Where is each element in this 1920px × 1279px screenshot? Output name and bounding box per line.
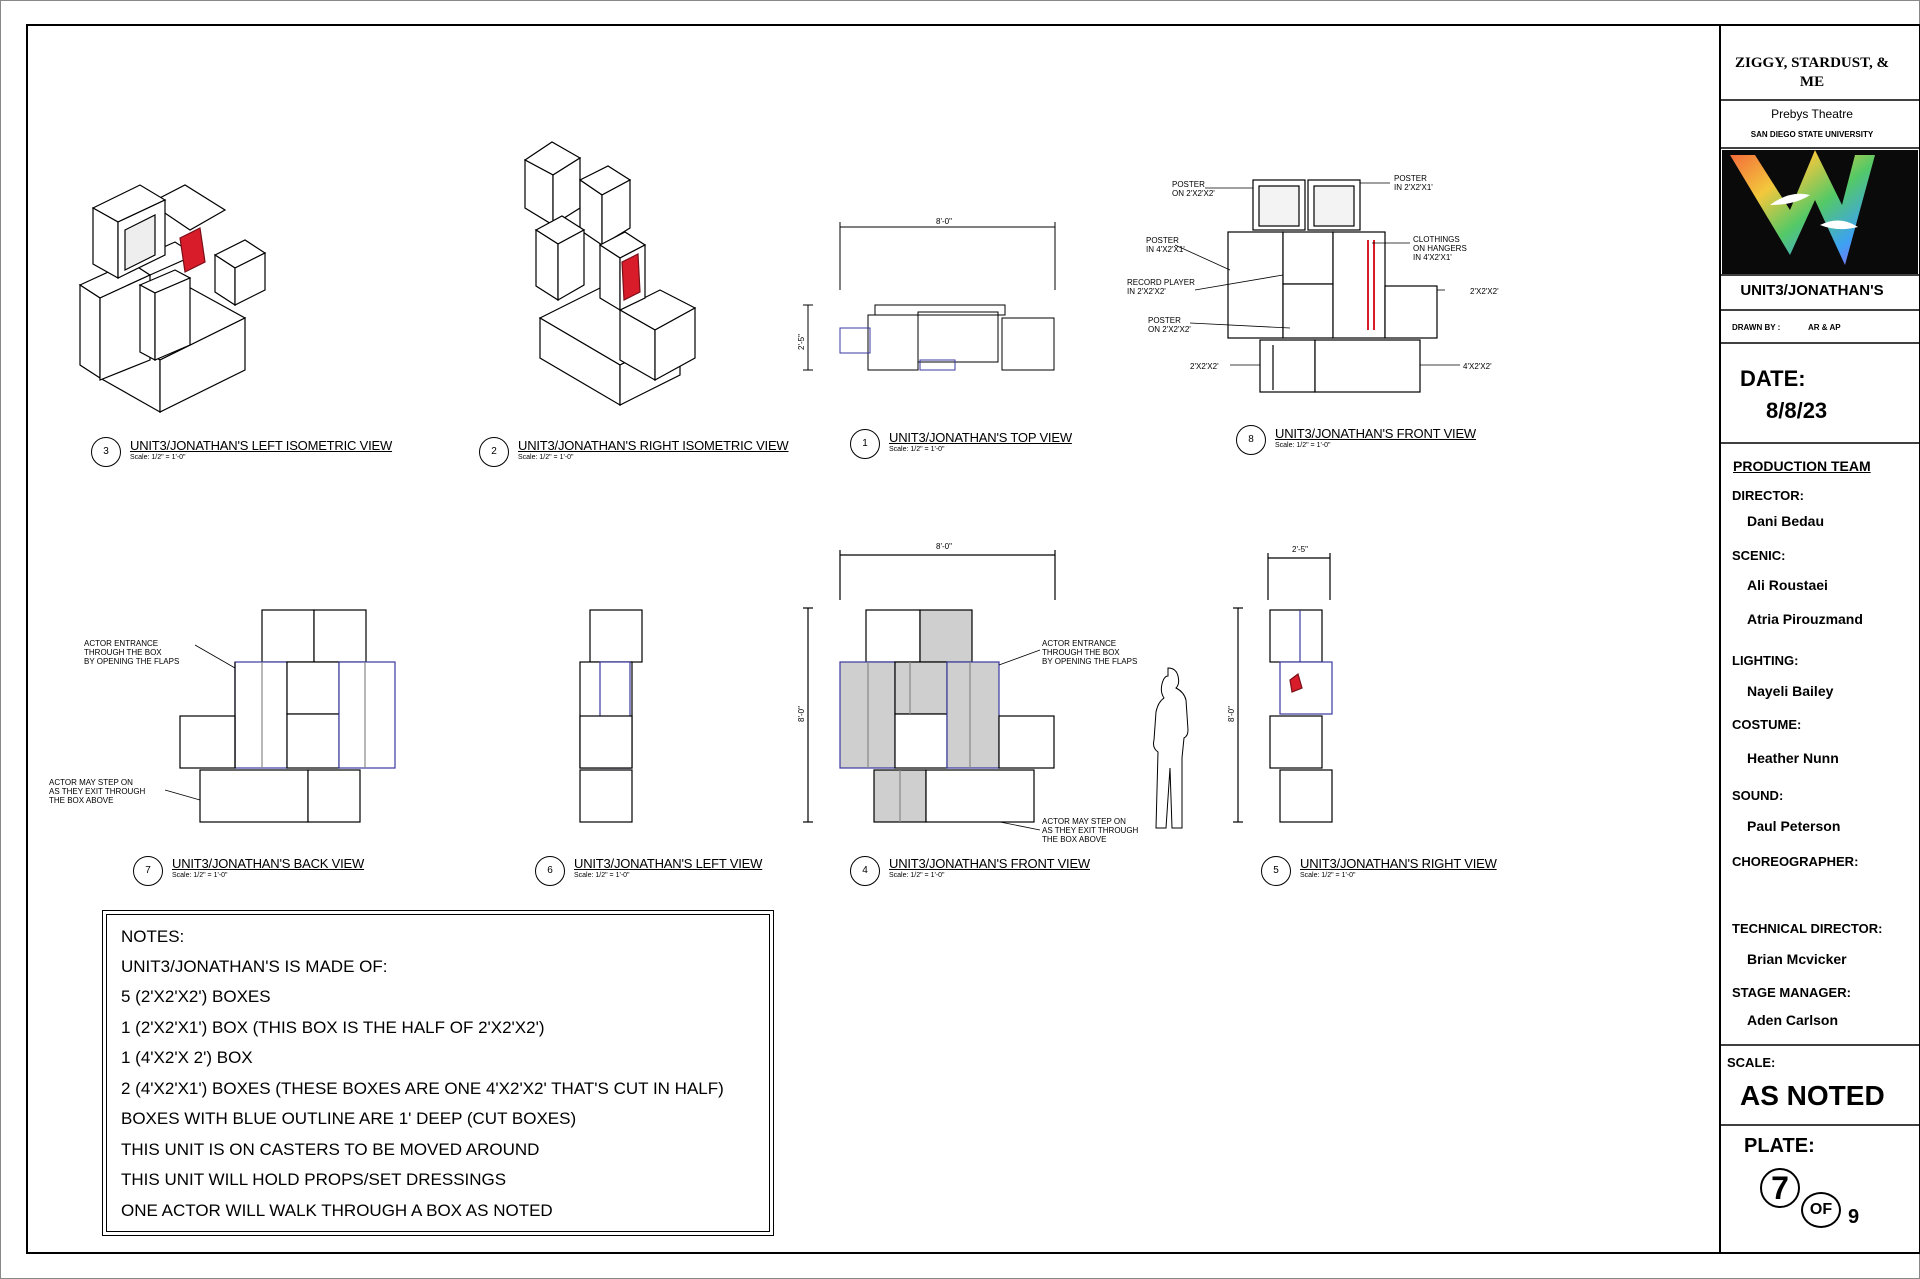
back-view-drawing <box>180 610 395 822</box>
plate-of: OF <box>1801 1192 1841 1228</box>
show-title: ZIGGY, STARDUST, & ME <box>1735 55 1889 90</box>
plate-label: PLATE: <box>1744 1135 1815 1157</box>
front-view-8-drawing <box>1228 180 1437 392</box>
date-label: DATE: <box>1740 366 1806 391</box>
view-number-1: 1 <box>850 429 880 459</box>
person-sound: Paul Peterson <box>1747 818 1841 834</box>
dim-front-width: 8'-0" <box>936 542 952 551</box>
role-stage-manager: STAGE MANAGER: <box>1732 985 1851 1000</box>
note-poster-2: POSTER IN 2'X2'X1' <box>1394 174 1433 192</box>
view-number-5: 5 <box>1261 856 1291 886</box>
scale-value: AS NOTED <box>1740 1080 1885 1111</box>
view-scale-left: Scale: 1/2" = 1'-0" <box>574 872 630 879</box>
front-view-4-drawing <box>803 550 1055 822</box>
view-scale-back: Scale: 1/2" = 1'-0" <box>172 872 228 879</box>
notes-line: THIS UNIT IS ON CASTERS TO BE MOVED AROUND <box>121 1140 540 1159</box>
notes-line: ONE ACTOR WILL WALK THROUGH A BOX AS NOTED <box>121 1201 553 1220</box>
drawn-by-value: AR & AP <box>1808 323 1841 332</box>
view-title-top: UNIT3/JONATHAN'S TOP VIEW <box>889 430 1072 445</box>
person-scenic-2: Atria Pirouzmand <box>1747 611 1863 627</box>
view-number-7: 7 <box>133 856 163 886</box>
role-technical-director: TECHNICAL DIRECTOR: <box>1732 921 1883 936</box>
left-isometric-drawing <box>80 185 265 412</box>
note-box-c: 4'X2'X2' <box>1463 362 1492 371</box>
view-scale-top: Scale: 1/2" = 1'-0" <box>889 446 945 453</box>
view-scale-front-4: Scale: 1/2" = 1'-0" <box>889 872 945 879</box>
dim-side-depth: 2'-5" <box>1292 545 1308 554</box>
note-front-entrance: ACTOR ENTRANCE THROUGH THE BOX BY OPENING THE FLAPS <box>1042 639 1138 666</box>
notes-line: 1 (4'X2'X 2') BOX <box>121 1048 253 1067</box>
plate-total: 9 <box>1848 1206 1860 1228</box>
plate-number: 7 <box>1760 1168 1800 1208</box>
notes-heading: NOTES: <box>121 927 185 946</box>
notes-line: 5 (2'X2'X2') BOXES <box>121 987 271 1006</box>
human-scale-figure <box>1154 668 1189 828</box>
note-box-a: 2'X2'X2' <box>1470 287 1499 296</box>
note-poster-3: POSTER IN 4'X2'X1' <box>1146 236 1185 254</box>
left-view-drawing <box>580 610 642 822</box>
person-costume: Heather Nunn <box>1747 750 1839 766</box>
view-title-front-4: UNIT3/JONATHAN'S FRONT VIEW <box>889 856 1091 871</box>
note-record-player: RECORD PLAYER IN 2'X2'X2' <box>1127 278 1195 296</box>
view-number-6: 6 <box>535 856 565 886</box>
notes-line: BOXES WITH BLUE OUTLINE ARE 1' DEEP (CUT BOXES) <box>121 1109 577 1128</box>
role-director: DIRECTOR: <box>1732 488 1804 503</box>
view-scale-right-iso: Scale: 1/2" = 1'-0" <box>518 454 574 461</box>
role-costume: COSTUME: <box>1732 717 1802 732</box>
person-technical-director: Brian Mcvicker <box>1747 951 1847 967</box>
person-lighting: Nayeli Bailey <box>1747 683 1834 699</box>
note-back-entrance: ACTOR ENTRANCE THROUGH THE BOX BY OPENING THE FLAPS <box>84 639 180 666</box>
note-poster-1: POSTER ON 2'X2'X2' <box>1172 180 1215 198</box>
theatre-name: Prebys Theatre <box>1771 107 1853 121</box>
view-scale-right: Scale: 1/2" = 1'-0" <box>1300 872 1356 879</box>
dim-front-height: 8'-0" <box>797 706 806 722</box>
dim-side-height: 8'-0" <box>1227 706 1236 722</box>
unit-name: UNIT3/JONATHAN'S <box>1740 282 1884 299</box>
view-title-left: UNIT3/JONATHAN'S LEFT VIEW <box>574 856 763 871</box>
notes-line: UNIT3/JONATHAN'S IS MADE OF: <box>121 957 388 976</box>
drawn-by-label: DRAWN BY : <box>1732 323 1781 332</box>
notes-line: 1 (2'X2'X1') BOX (THIS BOX IS THE HALF OF 2'X2'X2') <box>121 1018 545 1037</box>
right-isometric-drawing <box>525 142 695 405</box>
top-view-drawing <box>803 222 1055 370</box>
role-sound: SOUND: <box>1732 788 1784 803</box>
note-box-b: 2'X2'X2' <box>1190 362 1219 371</box>
view-scale-front-8: Scale: 1/2" = 1'-0" <box>1275 442 1331 449</box>
view-title-left-iso: UNIT3/JONATHAN'S LEFT ISOMETRIC VIEW <box>130 438 393 453</box>
scale-label: SCALE: <box>1727 1055 1776 1070</box>
view-scale-left-iso: Scale: 1/2" = 1'-0" <box>130 454 186 461</box>
note-poster-4: POSTER ON 2'X2'X2' <box>1148 316 1191 334</box>
note-back-step: ACTOR MAY STEP ON AS THEY EXIT THROUGH THE BOX ABOVE <box>49 778 146 805</box>
view-title-right: UNIT3/JONATHAN'S RIGHT VIEW <box>1300 856 1497 871</box>
view-title-front-8: UNIT3/JONATHAN'S FRONT VIEW <box>1275 426 1477 441</box>
view-title-back: UNIT3/JONATHAN'S BACK VIEW <box>172 856 365 871</box>
show-poster-image <box>1722 150 1918 274</box>
view-title-right-iso: UNIT3/JONATHAN'S RIGHT ISOMETRIC VIEW <box>518 438 789 453</box>
person-scenic-1: Ali Roustaei <box>1747 577 1828 593</box>
note-clothings: CLOTHINGS ON HANGERS IN 4'X2'X1' <box>1413 235 1467 262</box>
person-stage-manager: Aden Carlson <box>1747 1012 1839 1028</box>
date-value: 8/8/23 <box>1766 398 1828 423</box>
role-scenic: SCENIC: <box>1732 548 1786 563</box>
view-number-4: 4 <box>850 856 880 886</box>
view-number-3: 3 <box>91 437 121 467</box>
notes-line: THIS UNIT WILL HOLD PROPS/SET DRESSINGS <box>121 1170 507 1189</box>
person-director: Dani Bedau <box>1747 513 1825 529</box>
role-choreographer: CHOREOGRAPHER: <box>1732 854 1859 869</box>
dim-top-depth: 2'-5" <box>797 334 806 350</box>
role-lighting: LIGHTING: <box>1732 653 1799 668</box>
notes-box <box>106 914 770 1232</box>
view-number-2: 2 <box>479 437 509 467</box>
right-view-drawing <box>1233 553 1332 822</box>
dim-top-width: 8'-0" <box>936 217 952 226</box>
view-number-8: 8 <box>1236 425 1266 455</box>
production-team-heading: PRODUCTION TEAM <box>1733 458 1871 474</box>
university-name: SAN DIEGO STATE UNIVERSITY <box>1750 130 1874 139</box>
note-front-step: ACTOR MAY STEP ON AS THEY EXIT THROUGH THE BOX ABOVE <box>1042 817 1139 844</box>
notes-line: 2 (4'X2'X1') BOXES (THESE BOXES ARE ONE 4'X2'X2' THAT'S CUT IN HALF) <box>121 1079 724 1098</box>
